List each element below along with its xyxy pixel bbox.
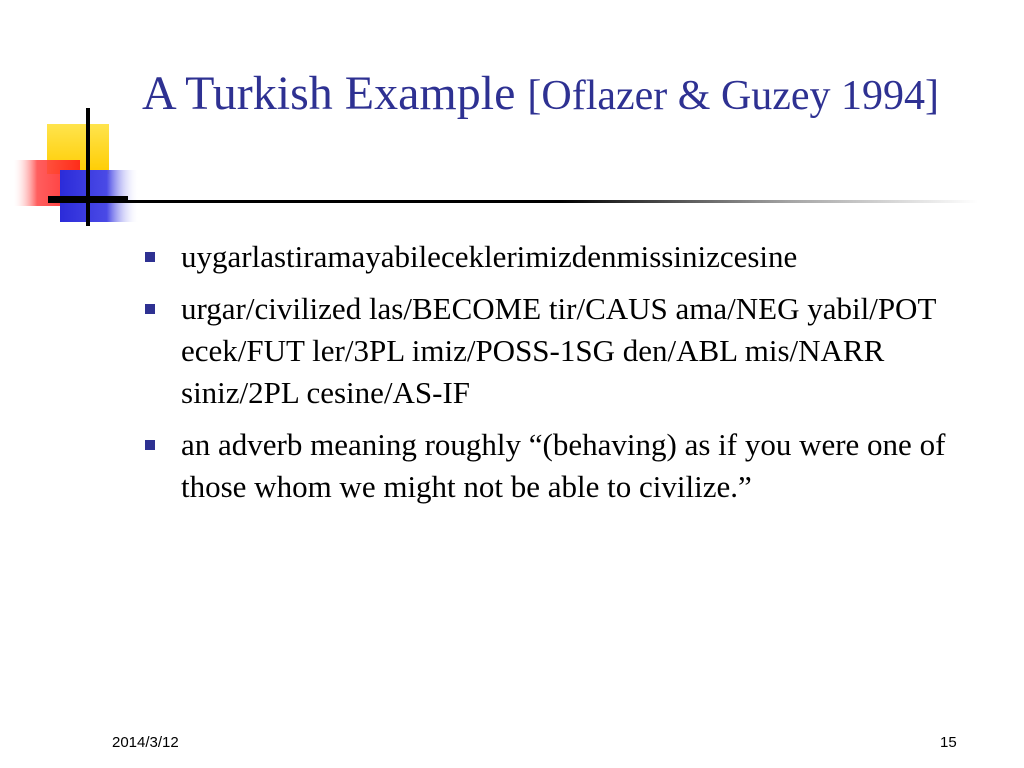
bullet-text: urgar/civilized las/BECOME tir/CAUS ama/NEG yabil/POT ecek/FUT ler/3PL imiz/POSS-1SG den/ABL mis/NARR siniz/2PL cesine/AS-IF	[181, 291, 936, 410]
bullet-list	[145, 236, 985, 518]
square-bullet-icon	[145, 252, 155, 262]
bullet-item	[145, 236, 985, 278]
slide-title	[142, 62, 1002, 128]
slide-title-main: A Turkish Example	[142, 67, 528, 120]
slide-title-citation: [Oflazer & Guzey 1994]	[527, 73, 940, 119]
bullet-text: an adverb meaning roughly “(behaving) as if you were one of those whom we might not be able to civilize.”	[181, 427, 946, 504]
page-number: 15	[940, 734, 957, 751]
footer-date: 2014/3/12	[112, 734, 179, 751]
bullet-item	[145, 288, 985, 414]
square-bullet-icon	[145, 304, 155, 314]
bullet-item	[145, 424, 985, 508]
bullet-text: uygarlastiramayabileceklerimizdenmissinizcesine	[181, 239, 798, 274]
square-bullet-icon	[145, 440, 155, 450]
title-divider	[48, 200, 978, 203]
